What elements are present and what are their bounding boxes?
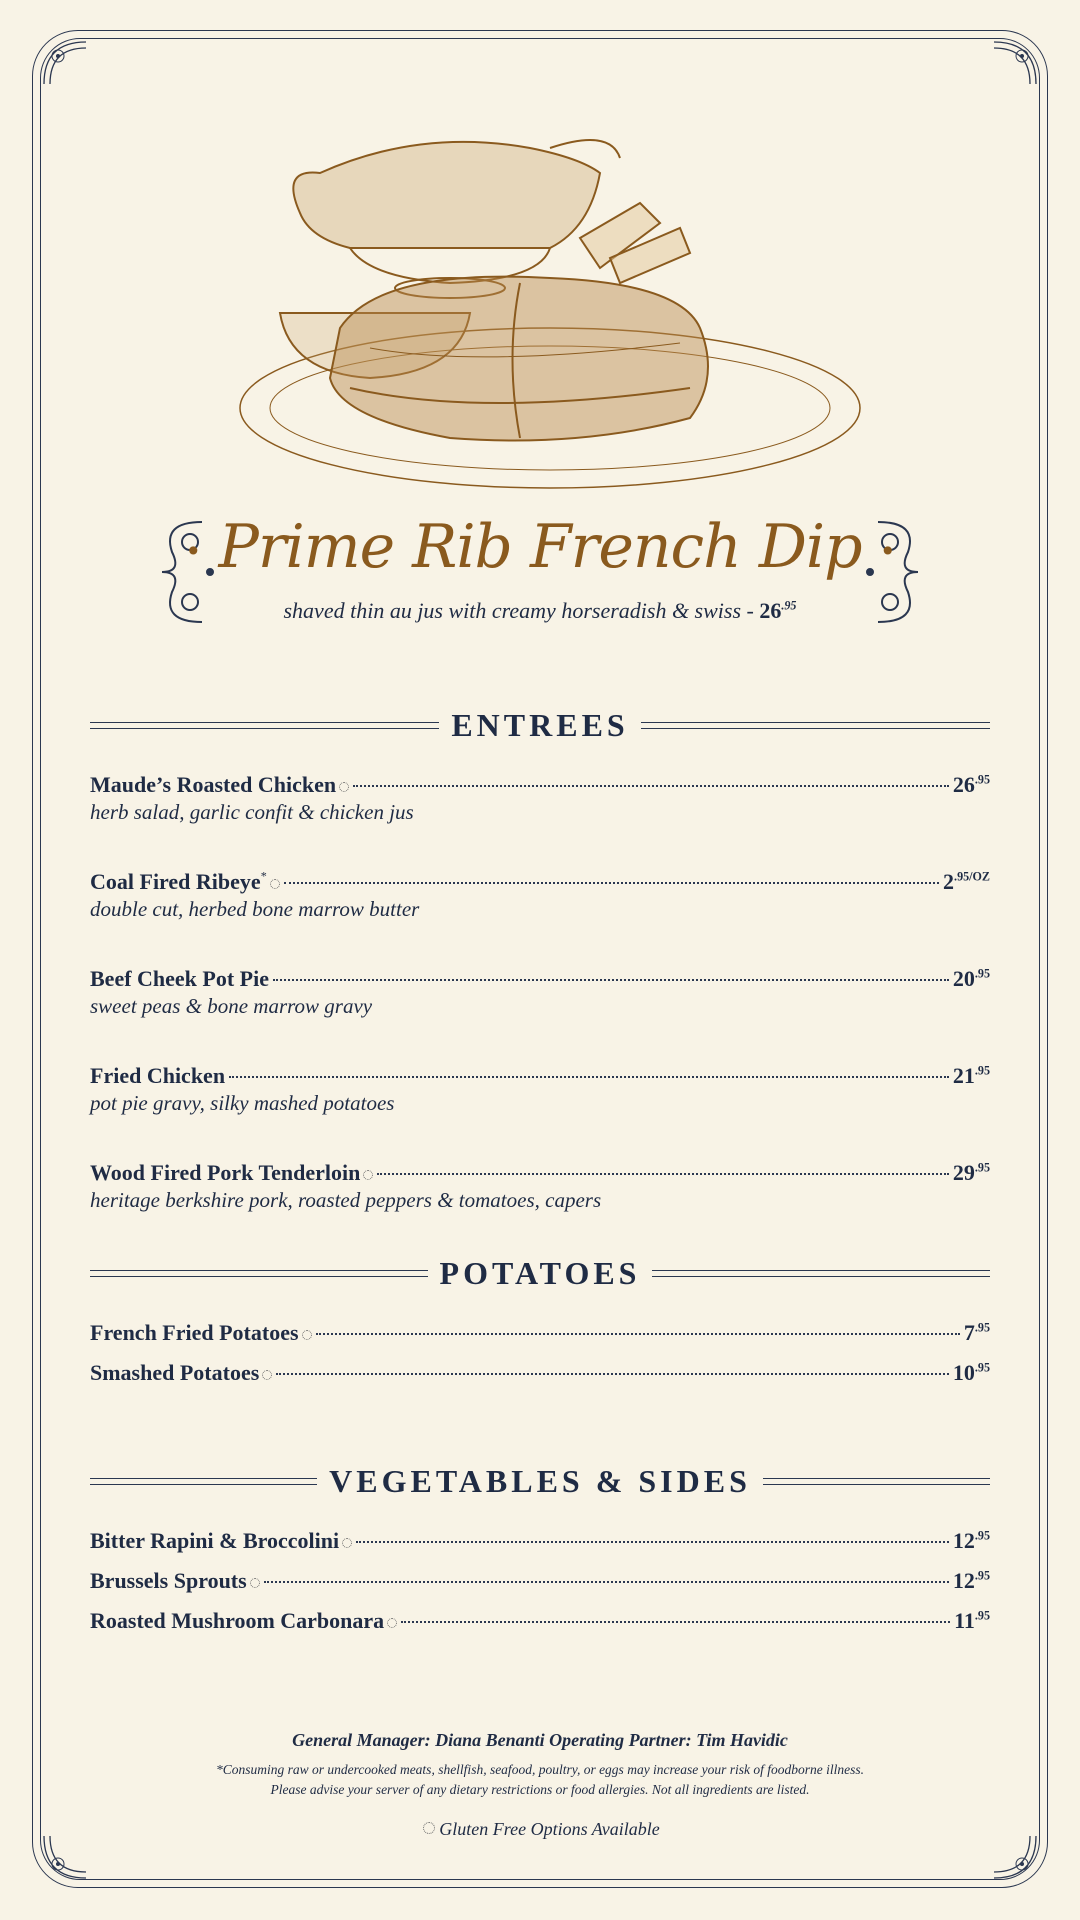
dot-leader [401,1621,950,1623]
item-price: $12^{.95}$ [952,1528,990,1553]
gluten-free-icon [339,782,349,792]
vegetables-heading [90,1456,990,1506]
dot-leader [264,1581,949,1583]
item-name: Smashed Potatoes [90,1360,260,1385]
item-name: Coal Fired Ribeye* [90,869,267,894]
item-name: Bitter Rapini & Broccolini [90,1528,340,1553]
feature-title [0,512,1080,582]
dot-leader [229,1076,949,1078]
dot-leader [353,785,949,787]
item-description: pot pie gravy, silky mashed potatoes [90,1091,395,1115]
menu-item [90,1063,990,1116]
entrees-section [90,700,990,1257]
divider [90,1478,317,1485]
divider [763,1478,990,1485]
menu-item [90,1160,990,1213]
potatoes-section [90,1248,990,1400]
menu-item [90,1608,990,1634]
section-title: VEGETABLES & SIDES [329,1462,751,1499]
item-name: Fried Chicken [90,1063,226,1088]
divider [90,722,439,729]
menu-item [90,1568,990,1594]
item-price: $11^{.95}$ [954,1608,990,1633]
item-name: Maude’s Roasted Chicken [90,772,337,797]
item-price: $2^{.95/OZ}$ [943,869,990,894]
vegetables-section [90,1456,990,1648]
item-price: $29^{.95}$ [952,1160,990,1185]
gluten-free-icon [270,879,280,889]
section-title: ENTREES [451,706,629,743]
gluten-free-icon [262,1370,272,1380]
gluten-free-legend-text: Gluten Free Options Available [439,1819,660,1839]
feature-description [0,598,1080,624]
entrees-heading [90,700,990,750]
dot-leader [276,1373,949,1375]
menu-item [90,966,990,1019]
divider [90,1270,428,1277]
menu-item [90,869,990,922]
bullet-dot-icon: • [879,534,896,568]
item-description: double cut, herbed bone marrow butter [90,897,420,921]
item-name: Beef Cheek Pot Pie [90,966,269,991]
divider [652,1270,990,1277]
divider [641,722,990,729]
gluten-free-icon [423,1822,435,1834]
item-price: $10^{.95}$ [952,1360,990,1385]
french-dip-sandwich-illustration [220,118,870,498]
item-price: $26^{.95}$ [952,772,990,797]
item-name: Brussels Sprouts [90,1568,247,1593]
allergy-disclaimer [0,1760,1080,1800]
feature-description-text: shaved thin au jus with creamy horseradish & swiss - [283,598,760,623]
staff-credits: General Manager: Diana Benanti Operating Partner: Tim Havidic [292,1730,788,1750]
menu-item [90,772,990,825]
section-title: POTATOES [439,1254,641,1291]
menu-item [90,1360,990,1386]
gluten-free-icon [342,1538,352,1548]
item-price: $20^{.95}$ [952,966,990,991]
potatoes-heading [90,1248,990,1298]
dot-leader [356,1541,949,1543]
item-price: $21^{.95}$ [952,1063,990,1088]
feature-price: 26 [759,598,782,623]
feature-price-cents: .95 [781,598,797,613]
disclaimer-line: *Consuming raw or undercooked meats, shellfish, seafood, poultry, or eggs may increase your risk of foodborne illness. [215,1762,865,1777]
item-description: herb salad, garlic confit & chicken jus [90,800,414,824]
gluten-free-icon [302,1330,312,1340]
dot-leader [316,1333,960,1335]
gluten-free-legend [0,1819,1080,1840]
dot-leader [377,1173,949,1175]
item-price: $12^{.95}$ [952,1568,990,1593]
item-name: Roasted Mushroom Carbonara [90,1608,385,1633]
gluten-free-icon [363,1170,373,1180]
gluten-free-icon [387,1618,397,1628]
corner-ornament-icon [36,34,96,94]
dot-leader [284,882,939,884]
dot-leader [273,979,949,981]
item-description: heritage berkshire pork, roasted peppers & tomatoes, capers [90,1188,602,1212]
gluten-free-icon [250,1578,260,1588]
item-name: Wood Fired Pork Tenderloin [90,1160,361,1185]
menu-item [90,1320,990,1346]
item-description: sweet peas & bone marrow gravy [90,994,373,1018]
item-name: French Fried Potatoes [90,1320,299,1345]
feature-title-text: Prime Rib French Dip [218,512,862,582]
item-price: $7^{.95}$ [963,1320,990,1345]
bullet-dot-icon: • [184,534,201,568]
disclaimer-line: Please advise your server of any dietary restrictions or food allergies. Not all ingredients are listed. [270,1782,810,1797]
menu-item [90,1528,990,1554]
corner-ornament-icon [984,34,1044,94]
